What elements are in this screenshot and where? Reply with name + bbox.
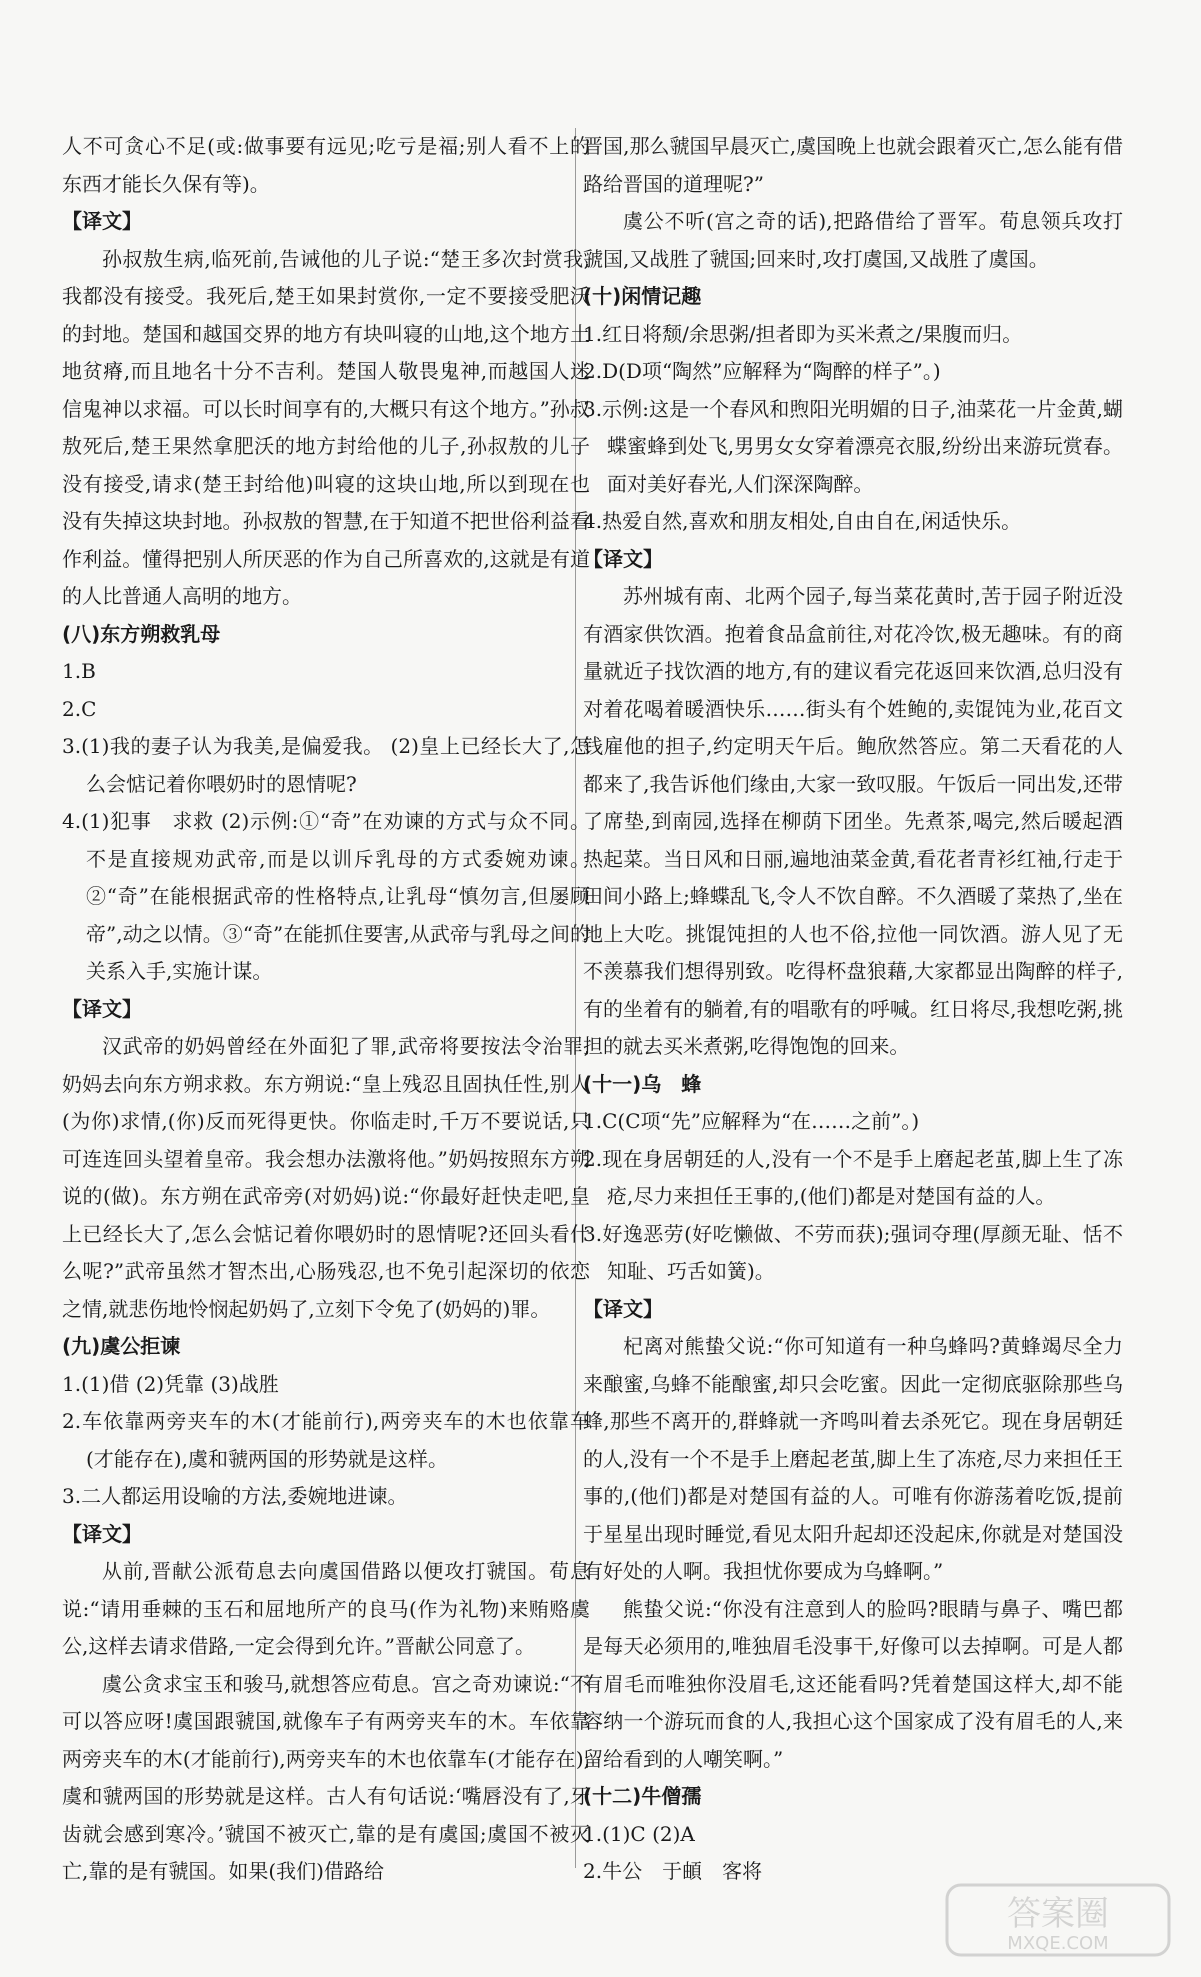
translation-label: 【译文】 — [583, 546, 663, 571]
answer-12-1: 1.(1)C (2)A — [583, 1821, 695, 1846]
answer-11-2: 2.现在身居朝廷的人,没有一个不是手上磨起老茧,脚上生了冻疮,尽力来担任王事的,(他们)都是对楚国有益的人。 — [583, 1146, 1123, 1208]
answer-8-1: 1.B — [62, 659, 96, 683]
answer-11-1: 1.C(C项“先”应解释为“在……之前”。) — [583, 1109, 920, 1133]
translation-paragraph: 熊蛰父说:“你没有注意到人的脸吗?眼睛与鼻子、嘴巴都是每天必须用的,唯独眉毛没事干,好像可以去掉啊。可是人都有眉毛而唯独你没眉毛,这还能看吗?凭着楚国这样大,却不能容纳一个游玩而食的人,我担心这个国家成了没有眉毛的人,来留给看到的人嘲笑啊。” — [583, 1596, 1123, 1771]
translation-paragraph: 汉武帝的奶妈曾经在外面犯了罪,武帝将要按法令治罪,奶妈去向东方朔求救。东方朔说:“皇上残忍且固执任性,别人(为你)求情,(你)反而死得更快。你临走时,千万不要说话,只可连连回头望着皇帝。我会想办法激将他。”奶妈按照东方朔说的(做)。东方朔在武帝旁(对奶妈)说:“你最好赶快走吧,皇上已经长大了,怎么会惦记着你喂奶时的恩情呢?还回头看什么呢?”武帝虽然才智杰出,心肠残忍,也不免引起深切的依恋之情,就悲伤地怜悯起奶妈了,立刻下令免了(奶妈的)罪。 — [62, 1034, 590, 1321]
answer-8-4: 4.(1)犯事 求救 (2)示例:①“奇”在劝谏的方式与众不同。不是直接规劝武帝,而是以训斥乳母的方式委婉劝谏。②“奇”在能根据武帝的性格特点,让乳母“慎勿言,但屡顾帝”,动之以情。③“奇”在能抓住要害,从武帝与乳母之间的关系入手,实施计谋。 — [62, 809, 590, 983]
translation-label: 【译文】 — [62, 1521, 142, 1546]
section-title-11: (十一)乌 蜂 — [583, 1071, 702, 1096]
translation-paragraph: 杞离对熊蛰父说:“你可知道有一种乌蜂吗?黄蜂竭尽全力来酿蜜,乌蜂不能酿蜜,却只会吃蜜。因此一定彻底驱除那些乌蜂,那些不离开的,群蜂就一齐鸣叫着去杀死它。现在身居朝廷的人,没有一个不是手上磨起老茧,脚上生了冻疮,尽力来担任王事的,(他们)都是对楚国有益的人。可唯有你游荡着吃饭,提前于星星出现时睡觉,看见太阳升起却还没起床,你就是对楚国没有好处的人啊。我担忧你要成为乌蜂啊。” — [583, 1334, 1123, 1583]
right-column — [583, 128, 1123, 1891]
translation-paragraph: 从前,晋献公派荀息去向虞国借路以便攻打虢国。荀息说:“请用垂棘的玉石和屈地所产的良马(作为礼物)来贿赂虞公,这样去请求借路,一定会得到允许。”晋献公同意了。 — [62, 1559, 590, 1658]
translation-label: 【译文】 — [62, 209, 142, 233]
answer-11-3: 3.好逸恶劳(好吃懒做、不劳而获);强词夺理(厚颜无耻、恬不知耻、巧舌如簧)。 — [583, 1221, 1123, 1283]
translation-paragraph: 虞公贪求宝玉和骏马,就想答应荀息。宫之奇劝谏说:“不可以答应呀!虞国跟虢国,就像车子有两旁夹车的木。车依靠两旁夹车的木(才能前行),两旁夹车的木也依靠车(才能存在),虞和虢两国的形势就是这样。古人有句话说:‘嘴唇没有了,牙齿就会感到寒冷。’虢国不被灭亡,靠的是有虞国;虞国不被灭亡,靠的是有虢国。如果(我们)借路给 — [62, 1671, 590, 1883]
answer-9-1: 1.(1)借 (2)凭靠 (3)战胜 — [62, 1371, 279, 1396]
section-title-10: (十)闲情记趣 — [583, 284, 702, 308]
translation-paragraph: 孙叔敖生病,临死前,告诫他的儿子说:“楚王多次封赏我,我都没有接受。我死后,楚王如果封赏你,一定不要接受肥沃的封地。楚国和越国交界的地方有块叫寝的山地,这个地方土地贫瘠,而且地名十分不吉利。楚国人敬畏鬼神,而越国人迷信鬼神以求福。可以长时间享有的,大概只有这个地方。”孙叔敖死后,楚王果然拿肥沃的地方封给他的儿子,孙叔敖的儿子没有接受,请求(楚王封给他)叫寝的这块山地,所以到现在也没有失掉这块封地。孙叔敖的智慧,在于知道不把世俗利益看作利益。懂得把别人所厌恶的作为自己所喜欢的,这就是有道的人比普通人高明的地方。 — [62, 246, 590, 608]
translation-continued: 晋国,那么虢国早晨灭亡,虞国晚上也就会跟着灭亡,怎么能有借路给晋国的道理呢?” — [583, 134, 1123, 196]
section-title-12: (十二)牛僧孺 — [583, 1784, 702, 1808]
left-column — [62, 128, 590, 1891]
translation-paragraph: 虞公不听(宫之奇的话),把路借给了晋军。荀息领兵攻打虢国,又战胜了虢国;回来时,攻打虞国,又战胜了虞国。 — [583, 209, 1123, 271]
answer-8-3: 3.(1)我的妻子认为我美,是偏爱我。 (2)皇上已经长大了,怎么会惦记着你喂奶时的恩情呢? — [62, 734, 590, 796]
translation-label: 【译文】 — [62, 996, 142, 1021]
answer-8-2: 2.C — [62, 696, 97, 721]
answer-9-2: 2.车依靠两旁夹车的木(才能前行),两旁夹车的木也依靠车(才能存在),虞和虢两国的形势就是这样。 — [62, 1409, 590, 1471]
moral-text: 人不可贪心不足(或:做事要有远见;吃亏是福;别人看不上的东西才能长久保有等)。 — [62, 134, 590, 196]
watermark-text: 答案圈 — [1007, 1894, 1109, 1934]
translation-paragraph: 苏州城有南、北两个园子,每当菜花黄时,苦于园子附近没有酒家供饮酒。抱着食品盒前往,对花冷饮,极无趣味。有的商量就近子找饮酒的地方,有的建议看完花返回来饮酒,总归没有对着花喝着暖酒快乐……街头有个姓鲍的,卖馄饨为业,花百文钱雇他的担子,约定明天午后。鲍欣然答应。第二天看花的人都来了,我告诉他们缘由,大家一致叹服。午饭后一同出发,还带了席垫,到南园,选择在柳荫下团坐。先煮茶,喝完,然后暖起酒热起菜。当日风和日丽,遍地油菜金黄,看花者青衫红袖,行走于田间小路上;蜂蝶乱飞,令人不饮自醉。不久酒暖了菜热了,坐在地上大吃。挑馄饨担的人也不俗,拉他一同饮酒。游人见了无不羡慕我们想得别致。吃得杯盘狼藉,大家都显出陶醉的样子,有的坐着有的躺着,有的唱歌有的呼喊。红日将尽,我想吃粥,挑担的就去买米煮粥,吃得饱饱的回来。 — [583, 584, 1123, 1058]
answer-10-3: 3.示例:这是一个春风和煦阳光明媚的日子,油菜花一片金黄,蝴蝶蜜蜂到处飞,男男女女穿着漂亮衣服,纷纷出来游玩赏春。面对美好春光,人们深深陶醉。 — [583, 396, 1123, 496]
answer-10-2: 2.D(D项“陶然”应解释为“陶醉的样子”。) — [583, 359, 941, 383]
answer-10-1: 1.红日将颓/余思粥/担者即为买米煮之/果腹而归。 — [583, 321, 1023, 346]
answer-10-4: 4.热爱自然,喜欢和朋友相处,自由自在,闲适快乐。 — [583, 509, 1022, 533]
watermark-url: MXQE.COM — [1007, 1933, 1109, 1954]
answer-9-3: 3.二人都运用设喻的方法,委婉地进谏。 — [62, 1484, 408, 1508]
section-title-9: (九)虞公拒谏 — [62, 1334, 181, 1358]
watermark-logo — [943, 1881, 1173, 1959]
translation-label: 【译文】 — [583, 1296, 663, 1321]
answer-12-2: 2.牛公 于頔 客将 — [583, 1859, 763, 1883]
section-title-8: (八)东方朔救乳母 — [62, 621, 221, 646]
